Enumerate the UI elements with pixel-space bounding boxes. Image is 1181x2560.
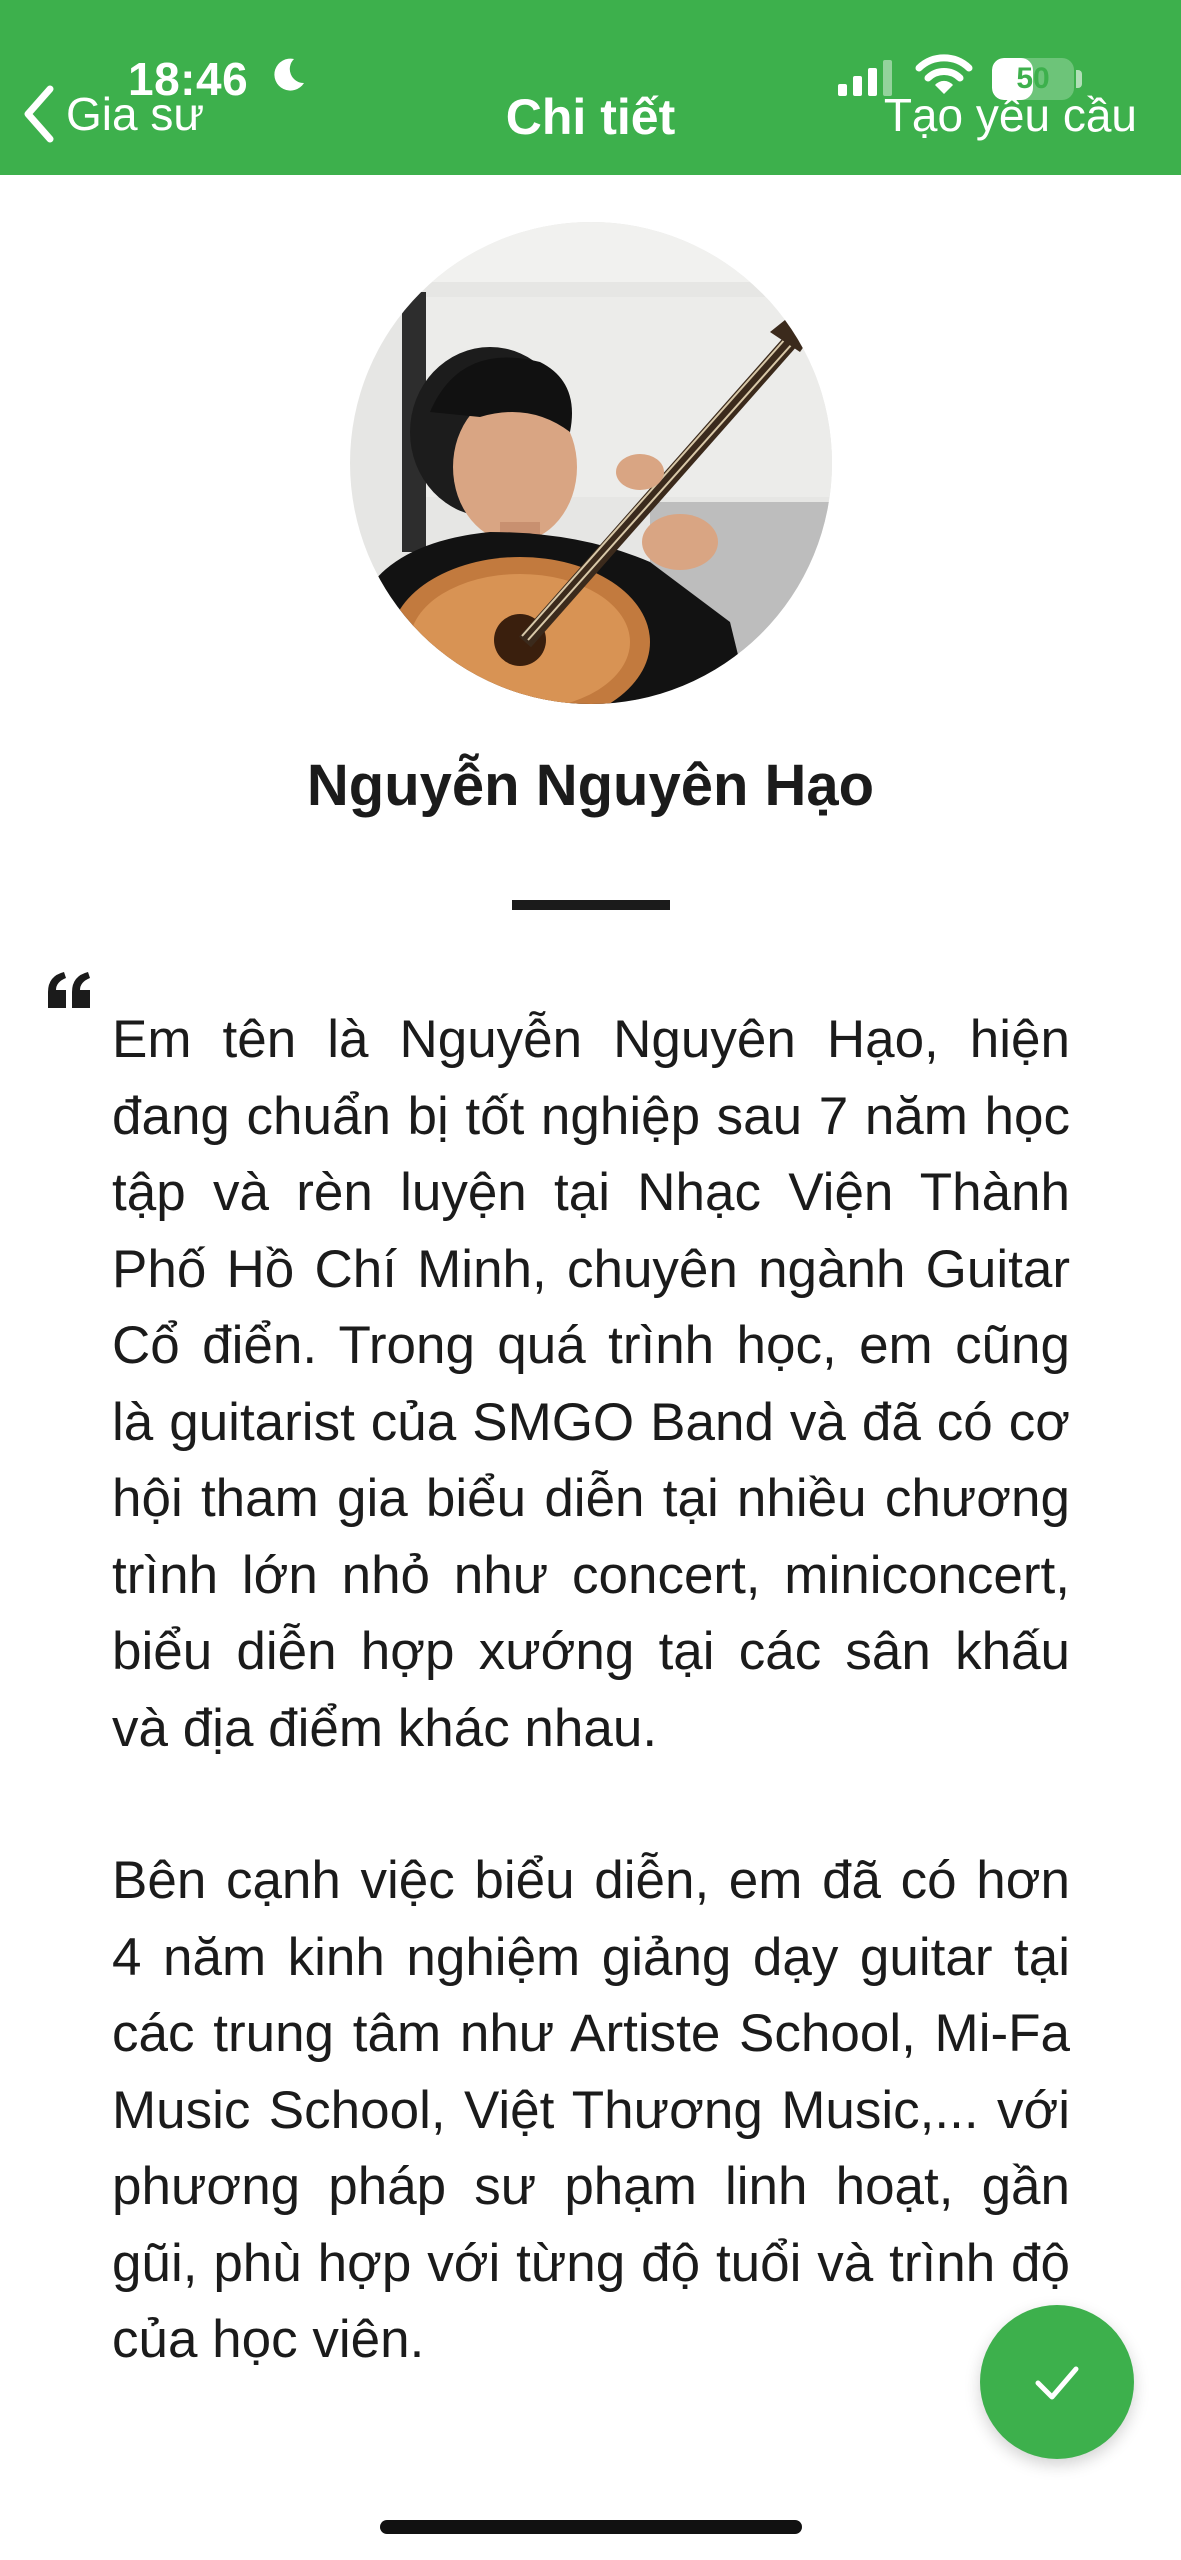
tutor-name: Nguyễn Nguyên Hạo xyxy=(306,753,875,818)
tutor-bio xyxy=(112,1002,1070,2379)
battery-tip xyxy=(1076,70,1082,88)
divider xyxy=(512,900,670,910)
confirm-fab-button[interactable] xyxy=(980,2305,1134,2459)
header xyxy=(0,0,1181,175)
page-title: Chi tiết xyxy=(505,89,676,145)
create-request-button[interactable]: Tạo yêu cầu xyxy=(883,89,1137,141)
bio-paragraph: Bên cạnh việc biểu diễn, em đã có hơn 4 năm kinh nghiệm giảng dạy guitar tại các trung tâm như Artiste School, Mi-Fa Music School, Việt Thương Music,... với phương pháp sư phạm linh hoạt, gần gũi, phù hợp với từng độ tuổi và trình độ của học viên. xyxy=(112,1851,1070,2369)
battery-level: 50 xyxy=(1016,62,1050,95)
home-indicator[interactable] xyxy=(380,2520,802,2534)
quote-icon xyxy=(46,970,94,1010)
status-time: 18:46 xyxy=(128,53,249,105)
check-icon xyxy=(1028,2353,1086,2411)
bio-paragraph: Em tên là Nguyễn Nguyên Hạo, hiện đang chuẩn bị tốt nghiệp sau 7 năm học tập và rèn luyện tại Nhạc Viện Thành Phố Hồ Chí Minh, chuyên ngành Guitar Cổ điển. Trong quá trình học, em cũng là guitarist của SMGO Band và đã có cơ hội tham gia biểu diễn tại nhiều chương trình lớn nhỏ như concert, miniconcert, biểu diễn hợp xướng tại các sân khấu và địa điểm khác nhau. xyxy=(112,1010,1070,1758)
back-label: Gia sư xyxy=(66,88,205,140)
avatar xyxy=(350,222,832,704)
bottom-safe-area xyxy=(0,2465,1181,2560)
